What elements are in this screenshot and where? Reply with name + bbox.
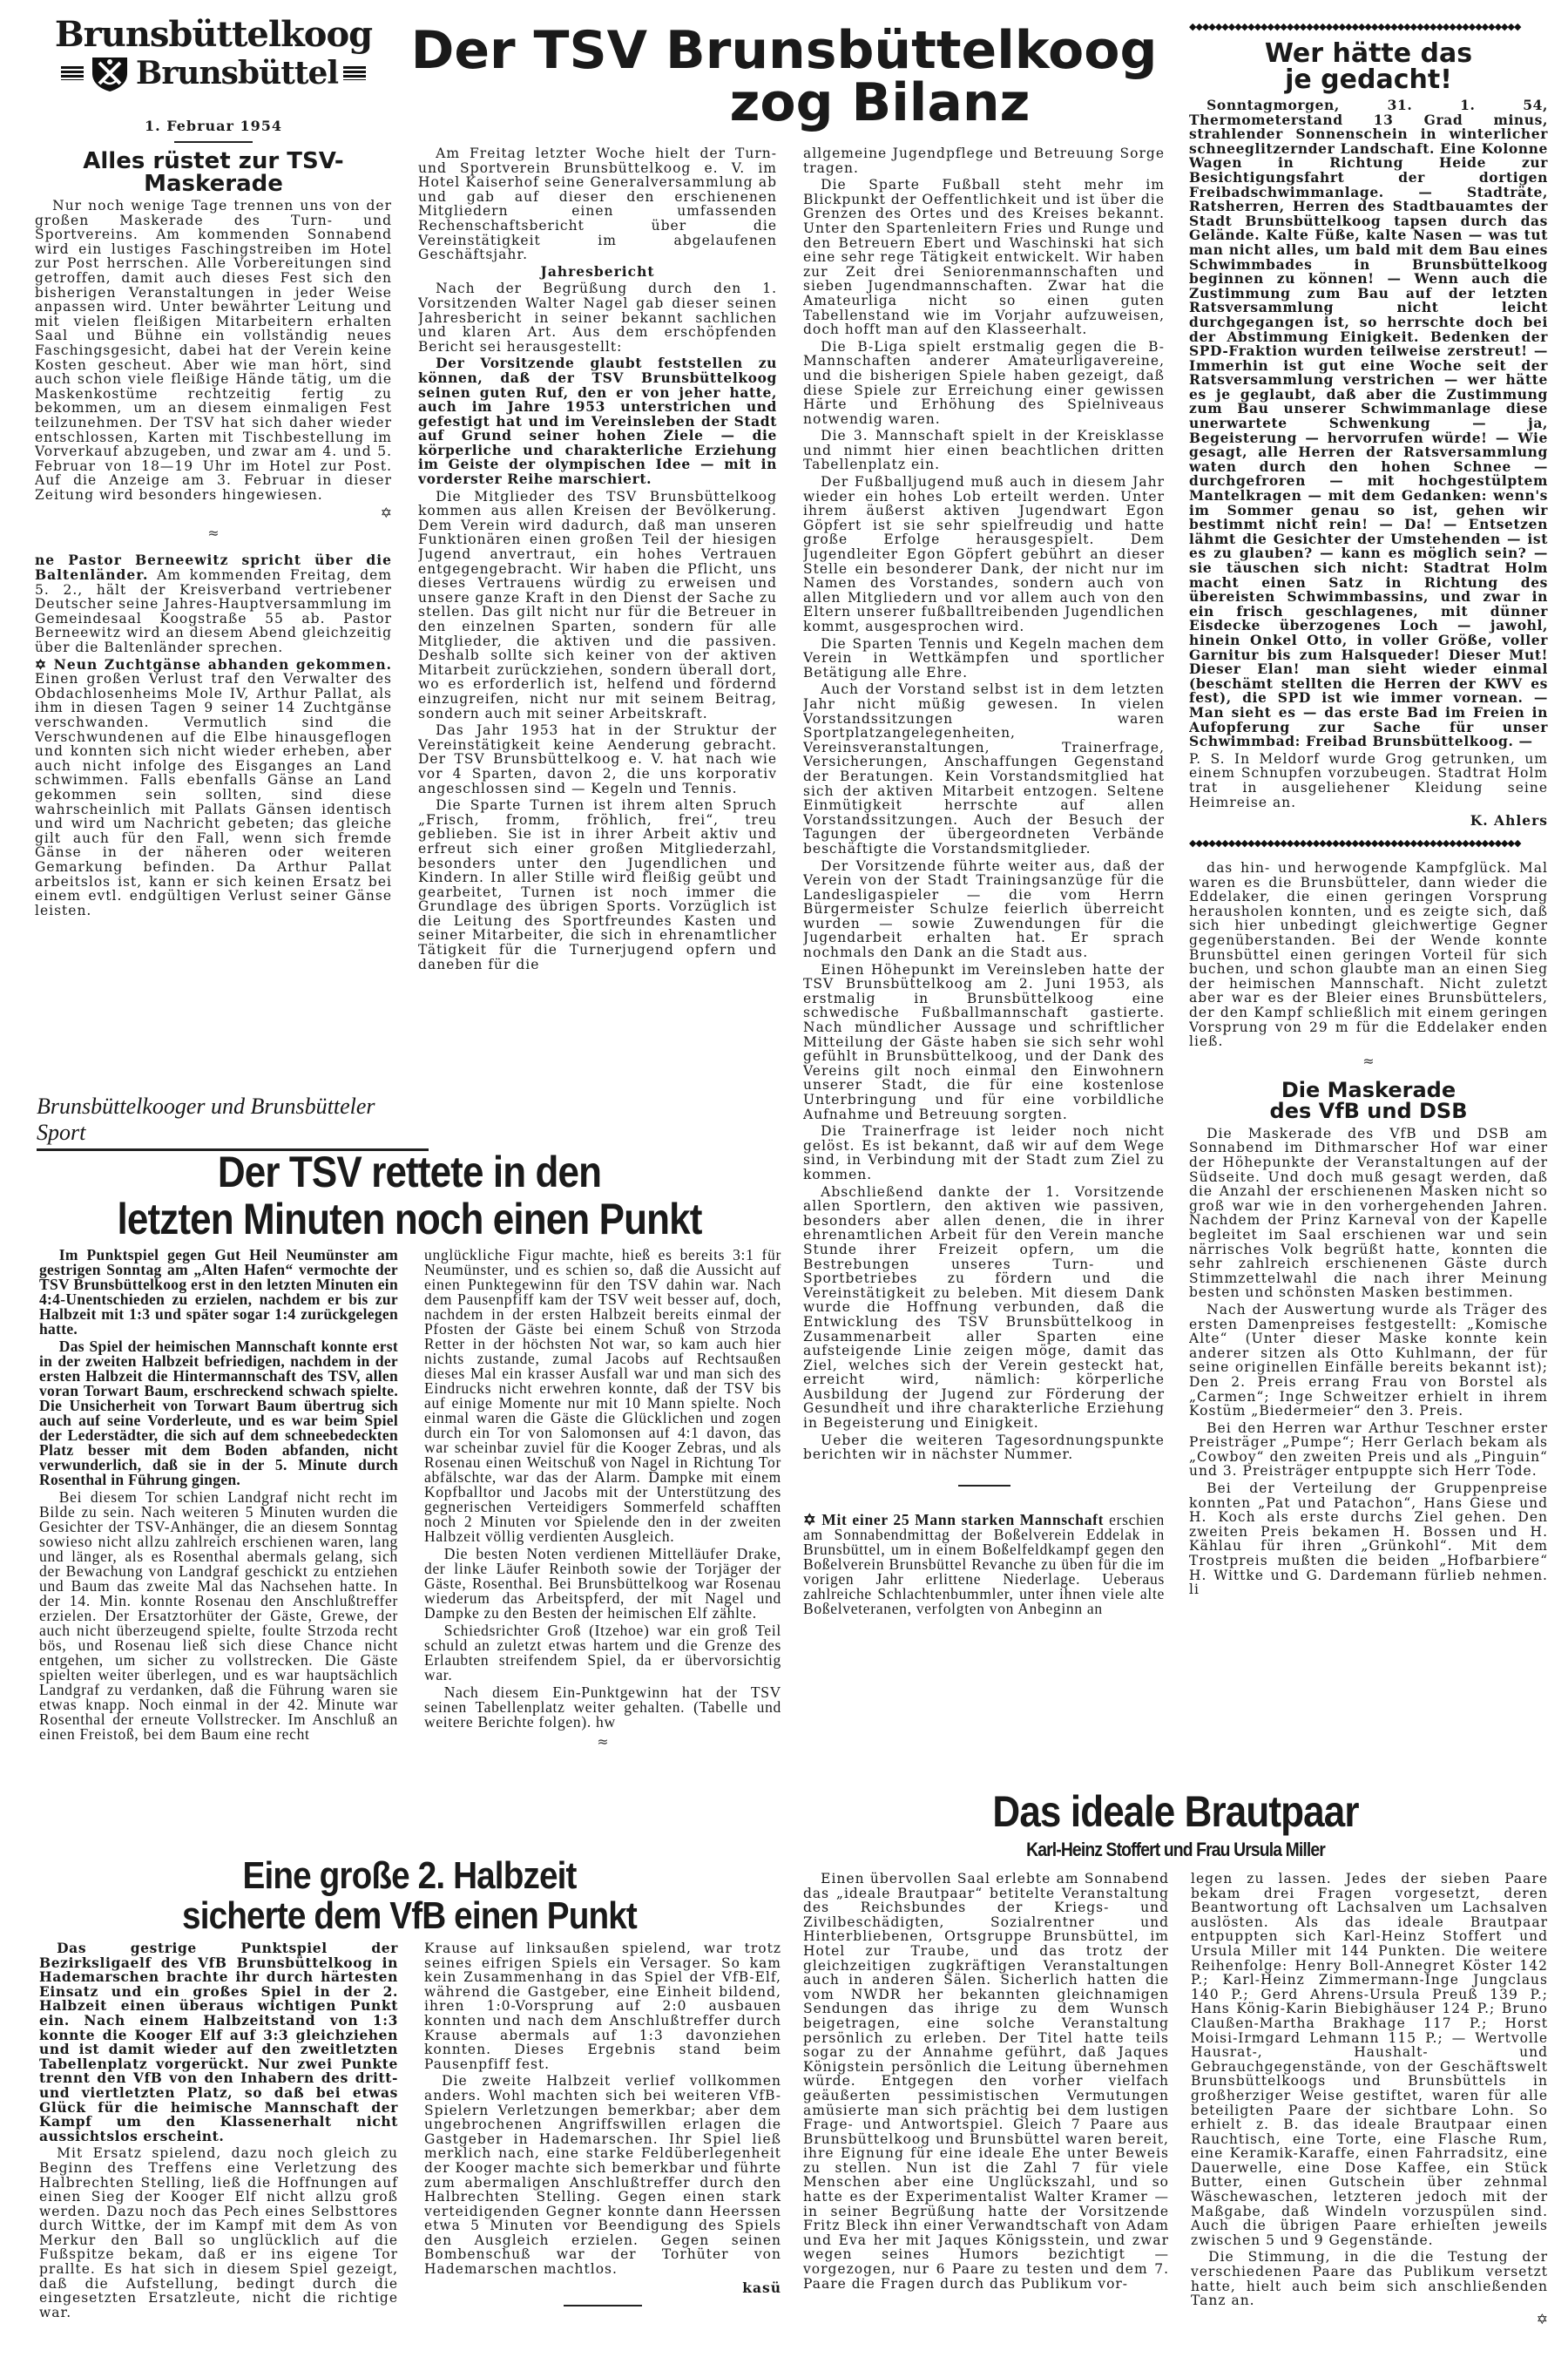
article-body (803, 1872, 1169, 2291)
paragraph (803, 475, 1165, 634)
paragraph (1189, 752, 1548, 809)
lead-in: ne Pastor Berneewitz spricht über die Baltenländer. (35, 552, 392, 584)
paragraph (418, 356, 777, 486)
article-body (1189, 98, 1548, 809)
tsv-column-2 (424, 1248, 781, 1845)
title-line: Die Maskerade (1281, 1077, 1456, 1102)
paragraph (418, 281, 777, 354)
headline-line: Der TSV rettete in den (217, 1148, 602, 1196)
paragraph (803, 1124, 1165, 1182)
article-body (1189, 1127, 1548, 1597)
paragraph (803, 1872, 1169, 2291)
paragraph (39, 2146, 398, 2320)
lead-in: ✡ Mit einer 25 Mann starken Mannschaft (803, 1510, 1105, 1528)
article-body (803, 146, 1165, 1462)
paragraph-text: Die Sparte Turnen ist ihrem alten Spruch „Frisch, fromm, fröhlich, frei“, treu geblieben. Sie ist in ihrer Arbeit aktiv und erfreut sich einer großen Mitgliederzahl, besonders unter den Jugendlichen und Kindern. In aller Stille wird fleißig geübt und gearbeitet, Turnen ist noch immer die Grundlage des übrigen Sports. Vorzüglich ist die Leitung des Sportfreundes Kasten und seiner Mitarbeiter, die sich in ehrenamtlicher Tätigkeit für die Turnerjugend opfern und daneben für die (418, 797, 777, 972)
paragraph-text: Der Vorsitzende führte weiter aus, daß der Verein von der Stadt Trainingsanzüge für die Landesligaspieler — die vom Herrn Bürgermeister Schulze feierlich überreicht wurden — sowie Zuwendungen für die Jugendarbeit erhalten hat. Er sprach nochmals den Dank an die Stadt aus. (803, 857, 1165, 961)
article-body (35, 199, 392, 502)
title-line: je gedacht! (1285, 64, 1452, 95)
paragraph-text: Das Jahr 1953 hat in der Struktur der Vereinstätigkeit keine Aenderung gebracht. Der TSV Brunsbüttelkoog e. V. hat nach wie vor 4 Sparten, davon 2, die uns korporativ angeschlossen sind — Kegeln und Tennis. (418, 722, 777, 796)
paragraph (39, 1248, 398, 1337)
paragraph-text: Auch der Vorstand selbst ist in dem letzten Jahr nicht müßig gewesen. In vielen Vorstandssitzungen waren Sportplatzangelegenheiten, Vereinsveranstaltungen, Trainerfrage, Versicherungen, Anschaffungen Gegenstand der Beratungen. Kein Vorstandsmitglied hat sich der aktiven Mitarbeit entzogen. Seltene Einmütigkeit herrschte auf allen Vorstandssitzungen. Auch der Besuch der Tagungen der übergeordneten Verbände beschäftigte die Vorstandsmitglieder. (803, 681, 1165, 857)
issue-date: 1. Februar 1954 (144, 118, 283, 134)
paragraph (1189, 98, 1548, 749)
headline-line: Eine große 2. Halbzeit (242, 1854, 577, 1897)
paragraph-text: Die Sparten Tennis und Kegeln machen dem Verein in Wettkämpfen und sportlicher Betätigung alle Ehre. (803, 635, 1165, 681)
vfb-column-2 (424, 1941, 781, 2360)
paragraph (1189, 1481, 1548, 1597)
paragraph (803, 1185, 1165, 1431)
paragraph-text: allgemeine Jugendpflege und Betreuung Sorge tragen. (803, 146, 1165, 176)
paragraph-text: Einen großen Verlust traf den Verwalter des Obdachlosenheims Mole IV, Arthur Pallat, als ihm in diesen Tagen 9 seiner 14 Zuchtgänse verschwanden. Vermutlich sind die Verschwundenen auf die Elbe hinausgeflogen und konnten sich nicht wieder erheben, aber auch nicht infolge des Eisganges an Land schwimmen. Falls ebenfalls Gänse an Land gekommen sein sollten, sind diese wahrscheinlich mit Pallats Gänsen identisch und wird um Nachricht gebeten; das gleiche gilt auch für den Fall, wenn sich fremde Gänse in der näheren oder weiteren Gemarkung befinden. Da Arthur Pallat arbeitslos ist, kann er sich keinen Ersatz bei einem evtl. endgültigen Verlust seiner Gänse leisten. (35, 671, 392, 918)
paragraph-text: Die zweite Halbzeit verlief vollkommen anders. Wohl machten sich bei weiteren VfB-Spielern Verletzungen bemerkbar; aber dem ungebrochenen Angriffswillen erlagen die Gastgeber in Hademarschen. Ihr Spiel ließ merklich nach, eine starke Feldüberlegenheit der Kooger machte sich bemerkbar und führte zum abermaligen Anschlußtreffer durch den Halbrechten Stelling. Gegen einen stark verteidigenden Gegner konnte dann Heerssen etwa 5 Minuten vor Beendigung des Spiels den Ausgleich erzielen. Gegen seinen Bombenschuß war der Torhüter von Hademarschen machtlos. (424, 2073, 781, 2278)
paragraph-text: Bei der Verteilung der Gruppenpreise konnten „Pat und Patachon“, Hans Giese und H. Koch als erste durchs Ziel gehen. Den zweiten Preis bekamen H. Bossen und H. Kählau für ihren „Grünkohl“. Mit dem Trostpreis mußten die beiden „Hofbarbiere“ H. Wittke und G. Dardemann fürlieb nehmen. li (1189, 1480, 1548, 1598)
paragraph (803, 429, 1165, 472)
paragraph-text: Schiedsrichter Groß (Itzehoe) war ein groß Teil schuld an zuletzt etwas hartem und die Grenze des Erlaubten streifendem Spiel, da er übervorsichtig war. (424, 1622, 781, 1683)
paragraph-text: Nach der Begrüßung durch den 1. Vorsitzenden Walter Nagel gab dieser seinen Jahresbericht in seiner bekannt sachlichen und klaren Art. Aus dem erschöpfenden Bericht sei herausgestellt: (418, 281, 777, 355)
paragraph (418, 723, 777, 796)
paragraph (803, 682, 1165, 856)
paragraph-text: Sonntagmorgen, 31. 1. 54, Thermometerstand 13 Grad minus, strahlender Sonnenschein in winterlicher schneeglitzernder Landschaft. Eine Kolonne Wagen in Richtung Heide zur Besichtigungsfahrt der dortigen Freibadschwimmanlage. — Stadträte, Ratsherren, Herren des Stadtbauamtes der Stadt Brunsbüttelkoog tapsen durch das Gelände. Kalte Füße, kalte Nasen — was tut man nicht alles, um bald mit dem Bau eines Schwimmbades in Brunsbüttelkoog beginnen zu können! — Wenn auch die Zustimmung zum Bau auf der letzten Ratsversammlung nicht leicht durchgegangen ist, so herrschte doch bei der Abstimmung Einigkeit. Bedenken der SPD-Fraktion wurden teilweise zerstreut! — Immerhin ist gut eine Woche seit der Ratsversammlung verstrichen — wer hätte es je geglaubt, daß aber die Zustimmung zum Bau unserer Schwimmanlage diese unerwartete Schwenkung — ja, Begeisterung — hervorrufen würde! — Wie gesagt, alle Herren der Ratsversammlung waten durch den hohen Schnee — durchgefroren — mit hochgestülptem Mantelkragen — mit dem Gedanken: wenn's im Sommer genau so ist, gehen wir bestimmt nicht rein! — Da! — Entsetzen lähmt die Gesichter der Umstehenden — ist es zu glauben? — kann es möglich sein? — sie täuschen sich nicht: Stadtrat Holm macht einen Satz in Richtung des übereisten Schwimmbassins, und zwar in ein frisch geschlagenes, mit dünner Eisdecke überzogenes Loch — jawohl, hinein Onkel Otto, in voller Größe, voller Garnitur bis zum Halsqueder! Dieser Mut! Dieser Elan! man sieht wieder einmal (beschämt stellten die Herren der KWV es fest), die SPD ist wie immer vornean. — Man sieht es — das erste Bad im Freien in Aufopferung zur Sache für unser Schwimmbad: Freibad Brunsbüttelkoog. — (1189, 97, 1548, 750)
paragraph (35, 553, 392, 654)
paragraph-text: Nach der Auswertung wurde als Träger des ersten Damenpreises festgestellt: „Komische Alte“ (Unter dieser Maske konnte kein anderer sitzen als Otto Kuhlmann, der für seine originellen Einfälle bereits bekannt ist); Den 2. Preis errang Frau von Borstel als „Carmen“; Inge Schweitzer erhielt in ihrem Kostüm „Biedermeier“ den 3. Preis. (1189, 1301, 1548, 1419)
diamond-rule: ◆◆◆◆◆◆◆◆◆◆◆◆◆◆◆◆◆◆◆◆◆◆◆◆◆◆◆◆◆◆◆◆◆◆◆◆◆◆◆◆◆◆◆◆◆◆◆◆◆◆◆ (1189, 21, 1521, 32)
paragraph-text: das hin- und herwogende Kampfglück. Mal waren es die Brunsbütteler, dann wieder die Eddelaker, die einen geringen Vorsprung herausholen konnten, und es zeigte sich, daß sich hier unbedingt gleichwertige Gegner gegenüberstanden. Bei der Wende konnte Brunsbüttel einen geringen Vorteil für sich buchen, und schon glaubte man an einen Sieg der heimischen Mannschaft. Nicht zuletzt aber war es der Bleier eines Brunsbüttelers, der den Kampf schließlich mit einem geringen Vorsprung von 29 m für die Eddelaker enden ließ. (1189, 860, 1548, 1050)
bosseln-article (803, 1510, 1165, 1617)
news-briefs (35, 553, 392, 918)
tsv-column-1 (39, 1248, 398, 1845)
paragraph (803, 1510, 1165, 1617)
paragraph-text: Die Stimmung, in die die Testung der verschiedenen Paare das Publikum versetzt hatte, hielt auch beim sich anschließenden Tanz an. (1191, 2249, 1548, 2309)
paragraph-text: Einen übervollen Saal erlebte am Sonnabend das „ideale Brautpaar“ betitelte Veranstaltung des Reichsbundes der Kriegs- und Zivilbeschädigten, Sozialrentner und Hinterbliebenen, Ortsgruppe Brunsbüttel, im Hotel zur Traube, und das trotz der gleichzeitigen zugkräftigen Veranstaltungen auch in anderen Sälen. Sicherlich hatten die vom NWDR her bekannten gleichnamigen Sendungen das ihrige zu dem Wunsch beigetragen, eine solche Veranstaltung persönlich zu erleben. Der Titel hatte teils sogar zu der Annahme geführt, daß Jaques Königstein persönlich die Leitung übernehmen würde. Entgegen den vorher vielfach geäußerten pessimistischen Vermutungen amüsierte man sich prächtig bei dem lustigen Frage- und Antwortspiel. Gleich 7 Paare aus Brunsbüttelkoog und Brunsbüttel waren bereit, ihre Eignung für eine ideale Ehe unter Beweis zu stellen. Nun ist die Zahl 7 für viele Menschen aber eine Unglückszahl, und so hatte es der Experimentalist Walter Kramer — in seiner Begrüßung hatte der Vorsitzende Fritz Bleck ihn einer Verwandtschaft von Adam und Eva her mit Jaques Königsstein, und zwar wegen seines Humors bezichtigt — vorgezogen, nur 6 Paare zu testen und dem 7. Paare die Fragen durch das Publikum vor- (803, 1872, 1169, 2292)
paragraph-text: legen zu lassen. Jedes der sieben Paare bekam drei Fragen vorgesetzt, deren Beantwortung oft Lachsalven um Lachsalven auslösten. Als das ideale Brautpaar entpuppten sich Karl-Heinz Stoffert und Ursula Miller mit 144 Punkten. Die weitere Reihenfolge: Henry Boll-Annegret Köster 142 P.; Karl-Heinz Zimmermann-Inge Jungclaus 140 P.; Gerd Ahrens-Ursula Preuß 139 P.; Hans König-Karin Biebighäuser 124 P.; Bruno Claußen-Martha Brakhage 117 P.; Horst Moisi-Irmgard Lehmann 115 P.; — Wertvolle Hausrat-, Haushalt- und Gebrauchgegenstände, von der Geschäftswelt Brunsbüttelkoogs und Brunsbüttels in großherziger Weise gestiftet, waren für alle beteiligten Paare der sichtbare Lohn. So erhielt z. B. das ideale Brautpaar einen Rauchtisch, eine Torte, eine Flasche Rum, eine Keramik-Karaffe, einen Fahrradsitz, eine Dauerwelle, eine Dose Kaffee, ein Stück Butter, einen Gutschein über zehnmal Wäschewaschen, letzteren jedoch mit der Maßgabe, daß Windeln vorzuspülen sind. Auch die übrigen Paare erhielten jeweils zwischen 5 und 9 Gegenstände. (1191, 1872, 1548, 2248)
brautpaar-column-1 (803, 1872, 1169, 2360)
paragraph-text: Bei den Herren war Arthur Teschner erster Preisträger „Pumpe“; Herr Gerlach bekam als „Cowboy“ den zweiten Preis und als „Pinguin“ und 3. Preisträger entpuppte sich Herr Tode. (1189, 1419, 1548, 1480)
left-column (35, 150, 392, 1056)
paragraph-text: Die Mitglieder des TSV Brunsbüttelkoog kommen aus allen Kreisen der Bevölkerung. Dem Verein wird dadurch, daß man unseren Funktionären einen großen Teil der hiesigen Jugend anvertraut, ein hohes Vertrauen entgegengebracht. Wir haben die Pflicht, uns dieses Vertrauens würdig zu erweisen und unsere ganze Kraft in den Dienst der Sache zu stellen. Das gilt nicht nur für die Betreuer in den einzelnen Sparten, sondern für alle Mitglieder, die aktiven und die passiven. Deshalb sollte sich keiner von der aktiven Mitarbeit zurückziehen, sondern überall dort, wo es erforderlich ist, helfend und fördernd einzugreifen, nicht nur mit seinem Beitrag, sondern auch mit seiner Arbeitskraft. (418, 488, 777, 721)
divider (174, 141, 253, 143)
lead-in: ✡ Neun Zuchtgänse abhanden gekommen. (35, 655, 392, 673)
wave-ornament-icon: ≈ (597, 1733, 609, 1750)
paragraph-text: Mit Ersatz spielend, dazu noch gleich zu Beginn des Treffens eine Verletzung des Halbrechten Stelling, ließ die Hoffnungen auf einen Sieg der Kooger Elf nicht allzu groß werden. Dazu noch das Pech eines Selbsttores durch Wittke, der im Kampf mit dem As von Merkur den Ball so unglücklich auf die Fußspitze bekam, daß er ins eigene Tor prallte. Es hat sich in diesem Spiel gezeigt, daß die Aufstellung, bedingt durch die eingesetzten Ersatzleute, nicht die richtige war. (39, 2145, 398, 2320)
paragraph-text: Die besten Noten verdienen Mittelläufer Drake, der linke Läufer Reinboth sowie der Torjäger der Gäste, Rosenthal. Bei Brunsbüttelkoog war Rosenau wiederum das Arbeitspferd, der mit Nagel und Dampke zu den Besten der heimischen Elf zählte. (424, 1545, 781, 1622)
paragraph (1191, 1872, 1548, 2247)
paragraph-text: Die 3. Mannschaft spielt in der Kreisklasse und nimmt hier einen beachtlichen dritten Tabellenplatz ein. (803, 428, 1165, 473)
article-body (1191, 1872, 1548, 2308)
paragraph-text: Nach diesem Ein-Punktgewinn hat der TSV seinen Tabellenplatz weiter gehalten. (Tabelle und weitere Berichte folgen). hw (424, 1683, 781, 1731)
paragraph-text: Ueber die weiteren Tagesordnungspunkte berichten wir in nächster Nummer. (803, 1432, 1165, 1463)
title-line: des VfB und DSB (1269, 1098, 1468, 1123)
star-icon: ✡ (1536, 2310, 1548, 2327)
bilanz-column-2 (803, 146, 1165, 1780)
brautpaar-column-2 (1191, 1872, 1548, 2360)
paragraph (1189, 1127, 1548, 1300)
paragraph-text: Im Punktspiel gegen Gut Heil Neumünster am gestrigen Sonntag am „Alten Hafen“ vermochte der TSV Brunsbüttelkoog erst in den letzten Minuten ein 4:4-Unentschieden zu erzielen, nachdem er bis zur Halbzeit mit 1:3 und später sogar 1:4 zurückgelegen hatte. (39, 1248, 398, 1338)
paragraph-text: Der Vorsitzende glaubt feststellen zu können, daß der TSV Brunsbüttelkoog seinen guten Ruf, den er von jeher hatte, auch im Jahre 1953 unterstrichen und gefestigt hat und im Vereinsleben der Stadt auf Grund seiner hohen Ziele — die körperliche und charakterliche Erziehung im Geiste der olympischen Idee — mit in vorderster Reihe marschiert. (418, 355, 777, 488)
paragraph-text: erschien am Sonnabendmittag der Boßelverein Eddelak in Brunsbüttel, um in einem Boßelfeldkampf gegen den Boßelverein Brunsbüttel Revanche zu üben für die im vorigen Jahr erlittene Niederlage. Ueberaus zahlreiche Schlachtenbummler, unter ihnen viele alte Boßelveteranen, verfolgten von Anbeginn an (803, 1510, 1165, 1617)
paragraph-text: Einen Höhepunkt im Vereinsleben hatte der TSV Brunsbüttelkoog am 2. Juni 1953, als erstmalig in Brunsbüttelkoog eine schwedische Fußballmannschaft gastierte. Nach mündlicher Aussage und schriftlicher Mitteilung der Gäste haben sie sich sehr wohl gefühlt in Brunsbüttelkoog, und der Dank des Vereins gilt noch einmal den Einwohnern unserer Stadt, die für eine kostenlose Unterbringung und für eine vorbildliche Aufnahme und Betreuung sorgten. (803, 961, 1165, 1122)
paragraph (39, 1490, 398, 1742)
right-column (1189, 21, 1548, 1781)
coat-of-arms-icon (89, 54, 131, 92)
paragraph (803, 1433, 1165, 1462)
paragraph-text: Die Trainerfrage ist leider noch nicht gelöst. Es ist bekannt, daß wir auf dem Wege sind, in Verbindung mit der Stadt zum Ziel zu kommen. (803, 1123, 1165, 1182)
paragraph-text: Die Sparte Fußball steht mehr im Blickpunkt der Oeffentlichkeit und ist über die Grenzen des Ortes und des Kreises bekannt. Unter den Spartenleitern Fries und Runge und den Betreuern Ebert und Waschinski hat sich eine sehr rege Tätigkeit entwickelt. Wir haben zur Zeit drei Seniorenmannschaften und sieben Jugendmannschaften. Zwar hat die Amateurliga nicht so einen guten Tabellenstand wie im Vorjahr aufzuweisen, doch hofft man auf den Klasseerhalt. (803, 177, 1165, 338)
masthead-line2: Brunsbüttel (135, 55, 339, 91)
diamond-rule: ◆◆◆◆◆◆◆◆◆◆◆◆◆◆◆◆◆◆◆◆◆◆◆◆◆◆◆◆◆◆◆◆◆◆◆◆◆◆◆◆◆◆◆◆◆◆◆◆◆◆◆ (1189, 837, 1521, 850)
paragraph-text: Am Freitag letzter Woche hielt der Turn- und Sportverein Brunsbüttelkoog e. V. im Hotel Kaiserhof seine Generalversammlung ab und gab auf dieser den erschienenen Mitgliedern einen umfassenden Rechenschaftsbericht über die Vereinstätigkeit im abgelaufenen Geschäftsjahr. (418, 146, 777, 263)
paragraph-text: Bei diesem Tor schien Landgraf nicht recht im Bilde zu sein. Nach weiteren 5 Minuten wurden die Gesichter der TSV-Anhänger, die an diesem Sonntag sowieso nicht allzu zahlreich erschienen waren, lang und länger, als es Rosenthal abermals gelang, sich der Bewachung von Landgraf geschickt zu entziehen und Baum das zweite Mal das Nachsehen hatte. In der 14. Min. konnte Rosenau den Anschlußtreffer erzielen. Der Ersatztorhüter der Gäste, Grewe, der auch nicht überzeugend spielte, foulte Strzoda recht bös, und Rosenau ließ sich diese Chance nicht entgehen, um sicher zu vollstrecken. Die Gäste spielten weiter überlegen, und es war hauptsächlich Landgraf zu verdanken, daß die Führung waren sie etwas knapp. Noch einmal in der 42. Minute war Rosenthal der erneute Vollstrecker. Im Anschluß an einen Freistoß, bei dem Baum eine recht (39, 1488, 398, 1743)
paragraph (418, 798, 777, 972)
paragraph-text: Abschließend dankte der 1. Vorsitzende allen Sportlern, den aktiven wie passiven, besonders aber allen denen, die in ihrer ehrenamtlichen Arbeit für den Verein manche Stunde ihrer Freizeit opfern, um die Bestrebungen unseres Turn- und Sportbetriebes zu fördern und die Vereinstätigkeit zu beleben. Mit diesem Dank wurde die Hoffnung verbunden, daß die Entwicklung des TSV Brunsbüttelkoog in Zusammenarbeit aller Sparten eine aufsteigende Linie zeigen möge, damit das Ziel, welches sich der Verein gesteckt hat, erreicht wird, nämlich: körperliche Ausbildung der Jugend zur Förderung der Gesundheit und ihre charakterliche Erziehung in Begeisterung und Einigkeit. (803, 1183, 1165, 1432)
paragraph (803, 340, 1165, 427)
paragraph (1189, 861, 1548, 1049)
paragraph (1189, 1303, 1548, 1419)
paragraph-text: Krause auf linksaußen spielend, war trotz seines eifrigen Spiels ein Versager. So kam kein Zusammenhang in das Spiel der VfB-Elf, während die Gastgeber, eine Einheit bildend, ihren 1:0-Vorsprung auf 2:0 ausbauen konnten und nach dem Anschlußtreffer durch Krause abermals auf 1:3 davonziehen konnten. Dieses Ergebnis stand beim Pausenpfiff fest. (424, 1941, 781, 2072)
paragraph (418, 146, 777, 262)
headline-line: sicherte dem VfB einen Punkt (182, 1894, 637, 1937)
sport-rubric: Brunsbüttelkooger und Brunsbütteler Sport (37, 1094, 429, 1151)
paragraph (424, 1547, 781, 1621)
paragraph (1191, 2250, 1548, 2307)
paragraph (424, 1623, 781, 1683)
brautpaar-headline: Das ideale Brautpaar (992, 1787, 1359, 1836)
article-title (1189, 1077, 1548, 1123)
paragraph (39, 1339, 398, 1487)
paragraph (803, 963, 1165, 1122)
article-body (424, 1248, 781, 1730)
wave-ornament-icon: ≈ (207, 525, 220, 542)
paragraph-text: Jahresbericht (540, 262, 655, 280)
paragraph (1189, 1421, 1548, 1479)
article-body (39, 1248, 398, 1742)
author: K. Ahlers (1470, 812, 1548, 830)
masthead (35, 16, 392, 112)
paragraph (424, 1248, 781, 1544)
article-title: Alles rüstet zur TSV-Maskerade (83, 150, 344, 197)
divider (958, 1485, 1010, 1487)
brautpaar-subtitle: Karl-Heinz Stoffert und Frau Ursula Miller (1026, 1839, 1325, 1860)
paragraph-text: Nur noch wenige Tage trennen uns von der großen Maskerade des Turn- und Sportvereins. Am kommenden Sonnabend wird ein lustiges Faschingstreiben im Hotel zur Post herrschen. Alle Vorbereitungen sind getroffen, damit auch dieses Fest sich den bisherigen Veranstaltungen in jeder Weise anpassen wird. Unter bewährter Leitung und mit vielen fleißigen Mitarbeitern erhalten Saal und Bühne ein vollständig neues Faschingsgesicht, dabei hat der Verein keine Kosten gescheut. Aber wie man hört, sind auch schon viele fleißige Hände tätig, um die Maskenkostüme rechtzeitig fertig zu bekommen, um an diesem einmaligen Fest teilzunehmen. Der TSV hat sich daher wieder entschlossen, Karten mit Tischbestellung im Vorverkauf abzugeben, und zwar am 4. und 5. Februar von 18—19 Uhr im Hotel zur Post. Auf die Anzeige am 3. Februar in dieser Zeitung wird besonders hingewiesen. (35, 198, 392, 503)
paragraph-text: unglückliche Figur machte, hieß es bereits 3:1 für Neumünster, und es schien so, daß die Aussicht auf einen Punktegewinn für den TSV dahin war. Nach dem Pausenpfiff kam der TSV weit besser auf, doch, nachdem in der ersten Halbzeit bereits einmal der Pfosten der Gäste bei einem Schuß von Strzoda Retter in der höchsten Not war, so kam auch hier nichts zustande, zumal Jacobs auf Rechtsaußen dieses Mal ein krasser Ausfall war und man sich des Eindrucks nicht erwehren konnte, daß der TSV bis auf einige Momente nur mit 10 Mann spielte. Noch einmal waren die Gäste die Glücklichen und zogen durch ein Tor von Salomonsen auf 4:1 davon, das war scheinbar zuviel für die Kooger Zebras, und als Rosenau einen Weitschuß von Nagel in Richtung Tor abfälschte, war das der Alarm. Dampke mit einem Kopfballtor und Jacobs mit der Unterstützung des gegnerischen Verteidigers Sommerfeld schafften noch 2 Minuten vor Spielende den in der zweiten Halbzeit völlig verdienten Ausgleich. (424, 1248, 781, 1545)
headline-line: Der TSV Brunsbüttelkoog (410, 20, 1158, 81)
article-title (1189, 38, 1548, 95)
paragraph (803, 637, 1165, 681)
paragraph (35, 199, 392, 502)
paragraph (39, 1941, 398, 2144)
title-line: Wer hätte das (1264, 38, 1473, 69)
ribbon-decoration (343, 66, 366, 80)
ribbon-decoration (61, 66, 84, 80)
paragraph (803, 859, 1165, 960)
paragraph (424, 1941, 781, 2071)
paragraph (424, 1685, 781, 1730)
paragraph-text: Die Maskerade des VfB und DSB am Sonnabend im Dithmarscher Hof war einer der Höhepunkte der Veranstaltungen auf der Südseite. Und doch muß gesagt werden, daß die Anzahl der erschienenen Masken nicht so groß war wie in den vorhergehenden Jahren. Nachdem der Prinz Karneval von der Kapelle begleitet im Saal erschienen war und sein närrisches Volk begrüßt hatte, konnten die sehr zahlreich erschienenen Gäste durch Stimmzettelwahl die nach ihrer Meinung besten und schönsten Masken bestimmen. (1189, 1125, 1548, 1301)
bilanz-column-1 (418, 146, 777, 1061)
paragraph-text: Am kommenden Freitag, dem 5. 2., hält der Kreisverband vertriebener Deutscher seine Jahres-Hauptversammlung im Gemeindesaal Koogstraße 55 ab. Pastor Berneewitz wird an diesem Abend gleichzeitig über die Baltenländer sprechen. (35, 567, 392, 656)
article-body (39, 1941, 398, 2320)
bosseln-continued (1189, 861, 1548, 1049)
paragraph (803, 178, 1165, 337)
vfb-column-1 (39, 1941, 398, 2360)
tsv-headline (80, 1148, 740, 1243)
paragraph (35, 655, 392, 918)
masthead-line1: Brunsbüttelkoog (54, 14, 373, 55)
bilanz-headline (409, 20, 1159, 133)
paragraph-text: Der Fußballjugend muß auch in diesem Jahr wieder ein hohes Lob erteilt werden. Unter ihrem äußerst aktiven Jugendwart Egon Göpfert ist sie sehr spielfreudig und hatte große Erfolge herausgespielt. Dem Jugendleiter Egon Göpfert gebührt an dieser Stelle ein besonderer Dank, der nicht nur im Namen des Vorstandes, sondern auch von allen Mitgliedern und vor allem auch von den Eltern unserer fußballtreibenden Jugendlichen kommt, ausgesprochen wird. (803, 474, 1165, 634)
article-body (424, 1941, 781, 2277)
paragraph-text: P. S. In Meldorf wurde Grog getrunken, um einem Schnupfen vorzubeugen. Stadtrat Holm trat in ausgeliehener Kleidung seine Heimreise an. (1189, 750, 1548, 810)
paragraph (803, 146, 1165, 175)
paragraph-text: Das gestrige Punktspiel der Bezirksligaelf des VfB Brunsbüttelkoog in Hademarschen brachte ihr durch härtesten Einsatz und ein großes Spiel in der 2. Halbzeit einen überaus wichtigen Punkt ein. Nach einem Halbzeitstand von 1:3 konnte die Kooger Elf auf 3:3 gleichziehen und ist damit wieder auf den zweitletzten Tabellenplatz vorgerückt. Nur zwei Punkte trennt den VfB von den Inhabern des dritt- und viertletzten Platz, so daß bei etwas Glück für die heimische Mannschaft der Kampf um den Klassenerhalt nicht aussichtslos erscheint. (39, 1941, 398, 2144)
subheading (418, 262, 777, 280)
wave-ornament-icon: ≈ (1362, 1052, 1375, 1069)
headline-line: letzten Minuten noch einen Punkt (117, 1195, 702, 1243)
article-body (418, 146, 777, 972)
paragraph-text: Die B-Liga spielt erstmalig gegen die B-Mannschaften anderer Amateurligavereine, und die bisherigen Spiele haben gezeigt, daß diese Spiele zur Erreichung einer gewissen Härte und Erhöhung des Spielniveaus notwendig waren. (803, 338, 1165, 427)
headline-line: zog Bilanz (729, 72, 1031, 133)
star-icon: ✡ (380, 505, 392, 522)
divider (564, 2305, 642, 2306)
author: kasü (742, 2279, 781, 2296)
paragraph (424, 2074, 781, 2276)
vfb-headline (80, 1856, 740, 1936)
paragraph (418, 490, 777, 721)
paragraph-text: Das Spiel der heimischen Mannschaft konnte erst in der zweiten Halbzeit befriedigen, nachdem in der ersten Halbzeit die Hintermannschaft des TSV, allen voran Torwart Baum, erschreckend schwach spielte. Die Unsicherheit von Torwart Baum übertrug sich auch auf seine Vorderleute, und es war beim Spiel der Lederstädter, die sich auf dem schneebedeckten Platz besser mit dem Boden abfanden, nicht verwunderlich, daß sie in der 5. Minute durch Rosenthal in Führung gingen. (39, 1338, 398, 1488)
